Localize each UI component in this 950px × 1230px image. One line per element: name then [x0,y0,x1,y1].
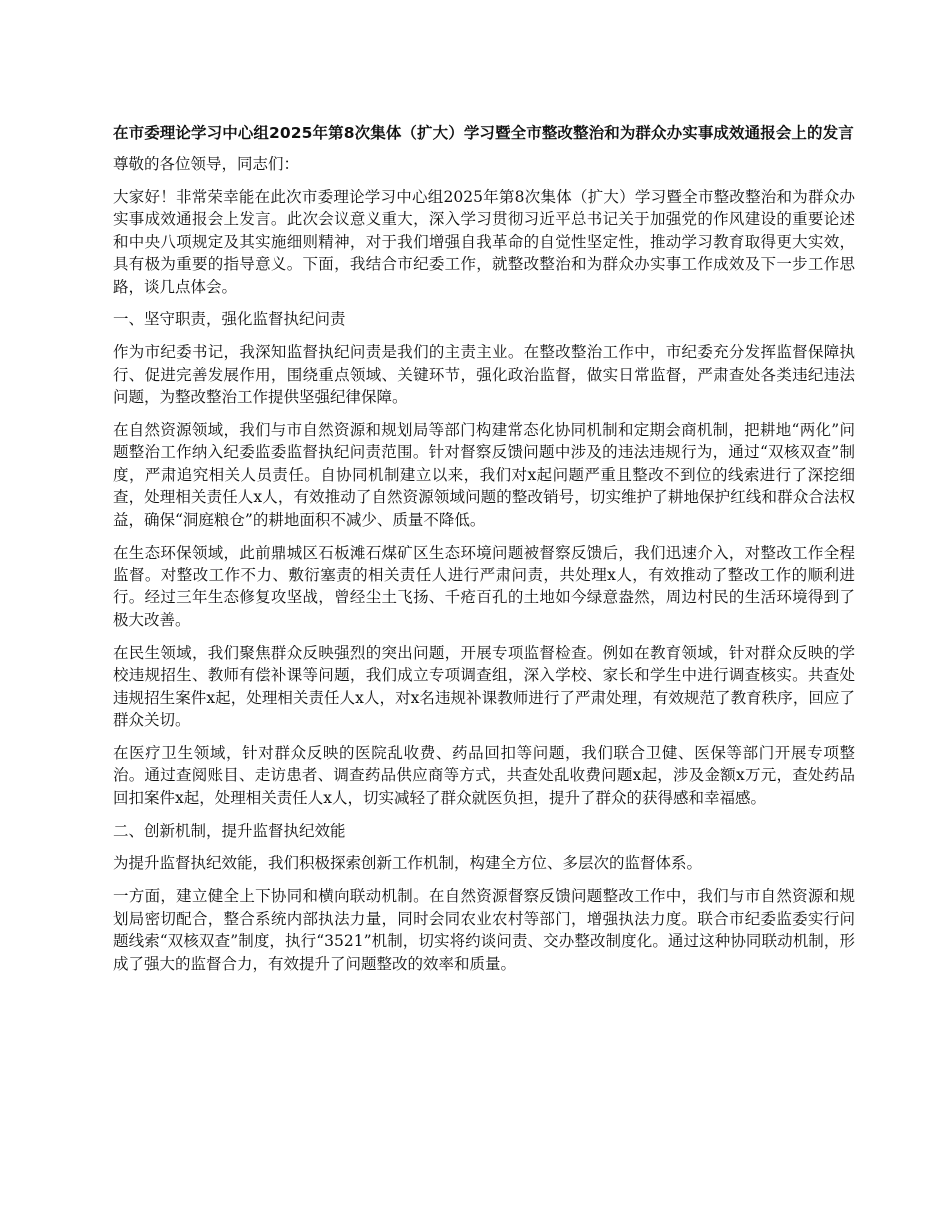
paragraph-natural-resources: 在自然资源领域，我们与市自然资源和规划局等部门构建常态化协同机制和定期会商机制，把耕地“两化”问题整治工作纳入纪委监委监督执纪问责范围。针对督察反馈问题中涉及的违法违规行为，通过“双核双查”制度，严肃追究相关人员责任。自协同机制建立以来，我们对x起问题严重且整改不到位的线索进行了深挖细查，处理相关责任人x人，有效推动了自然资源领域问题的整改销号，切实维护了耕地保护红线和群众合法权益，确保“洞庭粮仓”的耕地面积不减少、质量不降低。 [113,421,855,529]
section-heading-2: 二、创新机制，提升监督执纪效能 [113,821,346,840]
section-heading-1: 一、坚守职责，强化监督执纪问责 [113,310,346,329]
paragraph-duty: 作为市纪委书记，我深知监督执纪问责是我们的主责主业。在整改整治工作中，市纪委充分发挥监督保障执行、促进完善发展作用，围绕重点领域、关键环节，强化政治监督，做实日常监督，严肃查处各类违纪违法问题，为整改整治工作提供坚强纪律保障。 [113,343,855,407]
paragraph-livelihood: 在民生领域，我们聚焦群众反映强烈的突出问题，开展专项监督检查。例如在教育领域，针对群众反映的学校违规招生、教师有偿补课等问题，我们成立专项调查组，深入学校、家长和学生中进行调查核实。共查处违规招生案件x起，处理相关责任人x人，对x名违规补课教师进行了严肃处理，有效规范了教育秩序，回应了群众关切。 [113,643,855,729]
paragraph-healthcare: 在医疗卫生领域，针对群众反映的医院乱收费、药品回扣等问题，我们联合卫健、医保等部门开展专项整治。通过查阅账目、走访患者、调查药品供应商等方式，共查处乱收费问题x起，涉及金额x万元，查处药品回扣案件x起，处理相关责任人x人，切实减轻了群众就医负担，提升了群众的获得感和幸福感。 [113,743,855,807]
paragraph-mechanism-intro: 为提升监督执纪效能，我们积极探索创新工作机制，构建全方位、多层次的监督体系。 [113,854,703,873]
paragraph-opening: 大家好！非常荣幸能在此次市委理论学习中心组2025年第8次集体（扩大）学习暨全市整改整治和为群众办实事成效通报会上发言。此次会议意义重大，深入学习贯彻习近平总书记关于加强党的作风建设的重要论述和中央八项规定及其实施细则精神，对于我们增强自我革命的自觉性坚定性，推动学习教育取得更大实效，具有极为重要的指导意义。下面，我结合市纪委工作，就整改整治和为群众办实事工作成效及下一步工作思路，谈几点体会。 [113,187,855,296]
paragraph-coordination: 一方面，建立健全上下协同和横向联动机制。在自然资源督察反馈问题整改工作中，我们与市自然资源和规划局密切配合，整合系统内部执法力量，同时会同农业农村等部门，增强执法力度。联合市纪委监委实行问题线索“双核双查”制度，执行“3521”机制，切实将约谈问责、交办整改制度化。通过这种协同联动机制，形成了强大的监督合力，有效提升了问题整改的效率和质量。 [113,887,855,973]
document-page [113,122,855,986]
salutation: 尊敬的各位领导，同志们： [113,155,300,173]
document-title: 在市委理论学习中心组2025年第8次集体（扩大）学习暨全市整改整治和为群众办实事成效通报会上的发言 [113,124,854,142]
paragraph-ecology: 在生态环保领域，此前鼎城区石板滩石煤矿区生态环境问题被督察反馈后，我们迅速介入，对整改工作全程监督。对整改工作不力、敷衍塞责的相关责任人进行严肃问责，共处理x人，有效推动了整改工作的顺利进行。经过三年生态修复攻坚战，曾经尘土飞扬、千疮百孔的土地如今绿意盎然，周边村民的生活环境得到了极大改善。 [113,543,855,629]
